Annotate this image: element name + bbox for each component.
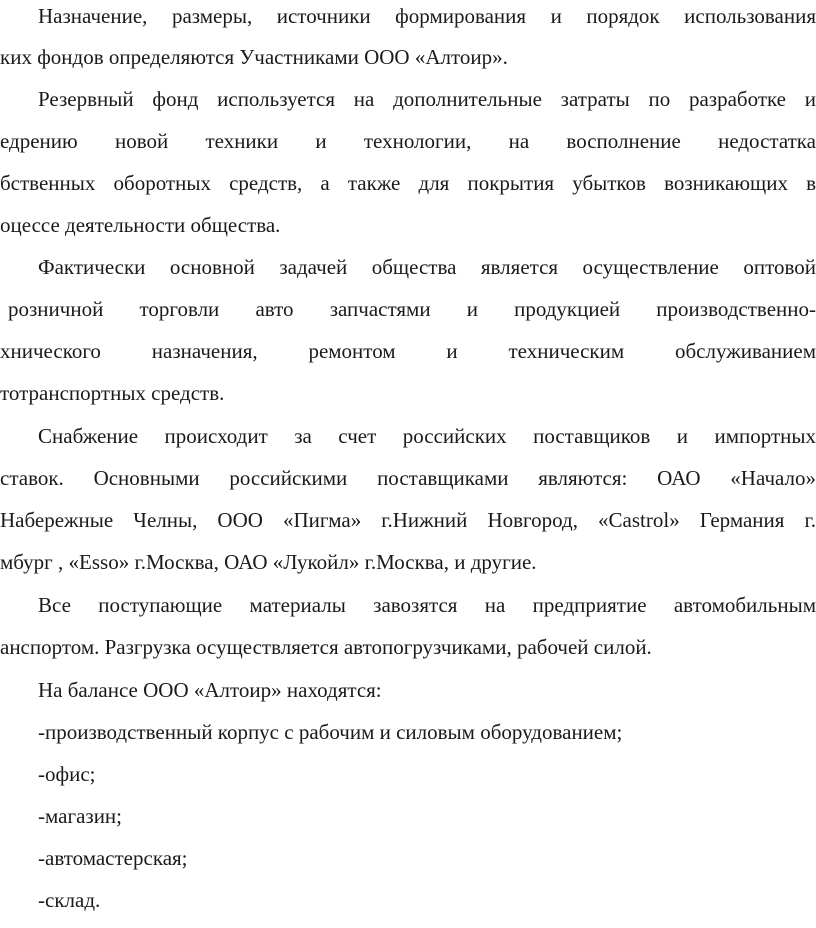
paragraph-line: На балансе ООО «Алтоир» находятся:: [38, 678, 382, 702]
list-item: -магазин;: [38, 804, 122, 828]
paragraph-line: тотранспортных средств.: [0, 381, 225, 405]
paragraph-line: Набережные Челны, ООО «Пигма» г.Нижний Новгород, «Castrol» Германия г.: [0, 508, 816, 532]
paragraph-line: оцессе деятельности общества.: [0, 213, 281, 237]
list-item: -склад.: [38, 888, 101, 912]
list-item: -офис;: [38, 762, 96, 786]
paragraph-line: розничной торговли авто запчастями и продукцией производственно-: [8, 297, 816, 321]
paragraph-line: Снабжение происходит за счет российских поставщиков и импортных: [38, 424, 816, 448]
paragraph-line: Фактически основной задачей общества является осуществление оптовой: [38, 255, 816, 279]
paragraph-line: ких фондов определяются Участниками ООО «Алтоир».: [0, 45, 508, 69]
list-item: -автомастерская;: [38, 846, 188, 870]
paragraph-line: бственных оборотных средств, а также для покрытия убытков возникающих в: [0, 171, 816, 195]
paragraph-line: Резервный фонд используется на дополнительные затраты по разработке и: [38, 87, 816, 111]
list-item: -производственный корпус с рабочим и силовым оборудованием;: [38, 720, 623, 744]
paragraph-line: анспортом. Разгрузка осуществляется автопогрузчиками, рабочей силой.: [0, 635, 652, 659]
paragraph-line: мбург , «Esso» г.Москва, ОАО «Лукойл» г.Москва, и другие.: [0, 550, 537, 574]
paragraph-line: Все поступающие материалы завозятся на предприятие автомобильным: [38, 593, 816, 617]
paragraph-line: хнического назначения, ремонтом и техническим обслуживанием: [0, 339, 816, 363]
paragraph-line: едрению новой техники и технологии, на восполнение недостатка: [0, 129, 816, 153]
paragraph-line: ставок. Основными российскими поставщиками являются: ОАО «Начало»: [0, 466, 816, 490]
paragraph-line: Назначение, размеры, источники формирования и порядок использования: [38, 4, 816, 28]
